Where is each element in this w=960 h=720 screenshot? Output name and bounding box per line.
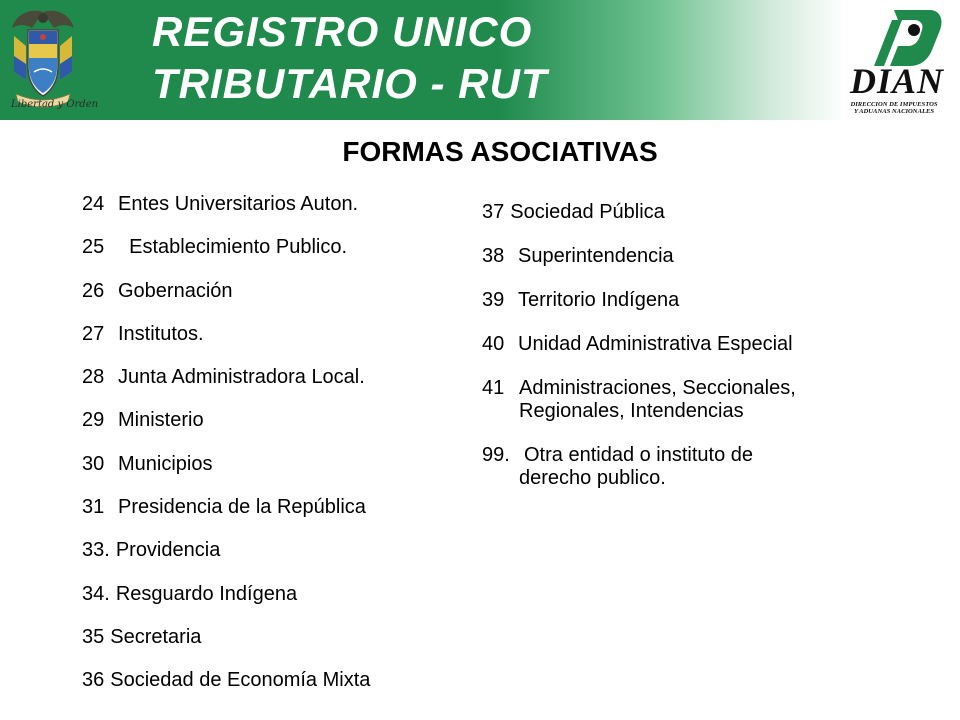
item-text: Municipios: [118, 452, 213, 475]
item-number: 39: [482, 289, 505, 311]
item-number: 33.: [82, 539, 110, 562]
item-number: 41: [482, 377, 505, 399]
item-number: 40: [482, 333, 505, 355]
item-text: Unidad Administrativa Especial: [518, 333, 793, 355]
item-number: 25: [82, 236, 105, 259]
item-number: 26: [82, 279, 105, 302]
item-number: 29: [82, 409, 105, 432]
list-item: [82, 236, 370, 279]
page-title: [152, 6, 548, 110]
list-item: [82, 366, 370, 409]
item-text: Presidencia de la República: [118, 496, 366, 519]
item-text: Superintendencia: [518, 245, 674, 267]
logo-subtitle-line-1: DIRECCION DE IMPUESTOS: [850, 101, 938, 108]
item-number: 28: [82, 366, 105, 389]
list-item: [82, 583, 370, 626]
item-number: 36: [82, 669, 105, 692]
item-text: Entes Universitarios Auton.: [118, 193, 359, 215]
list-item: [482, 245, 796, 268]
list-item: [82, 669, 370, 712]
list-item: [482, 444, 796, 490]
dian-logo: [838, 10, 950, 114]
logo-subtitle: [838, 101, 950, 115]
item-text: Establecimiento Publico.: [118, 236, 348, 259]
header-banner: [0, 0, 960, 120]
dian-logo-icon: [868, 10, 944, 68]
list-item: [82, 323, 370, 366]
item-text: Administraciones, Seccionales,: [519, 377, 796, 399]
list-item: [82, 409, 370, 452]
list-item: [482, 201, 796, 224]
item-text: Sociedad de Economía Mixta: [110, 669, 371, 692]
item-text-continued: Regionales, Intendencias: [519, 400, 744, 422]
item-text: Ministerio: [118, 409, 204, 432]
item-text-continued: derecho publico.: [519, 467, 666, 489]
title-line-1: REGISTRO UNICO: [152, 8, 533, 55]
motto-text: Libertad y Orden: [11, 99, 99, 110]
list-item: [482, 377, 796, 423]
item-number: 37: [482, 201, 505, 223]
item-text: Territorio Indígena: [518, 289, 680, 311]
list-item: [82, 453, 370, 496]
item-text: Junta Administradora Local.: [118, 366, 365, 389]
item-number: 24: [82, 193, 105, 215]
list-item: [82, 193, 370, 236]
logo-wordmark: DIAN: [849, 61, 945, 101]
item-text: Sociedad Pública: [510, 201, 665, 223]
logo-subtitle-line-2: Y ADUANAS NACIONALES: [853, 108, 935, 115]
left-list: [82, 193, 370, 713]
item-number: 35: [82, 625, 105, 648]
item-number: 27: [82, 322, 105, 345]
coat-of-arms-icon: [8, 6, 99, 114]
list-item: [82, 539, 370, 582]
item-text: Resguardo Indígena: [115, 582, 298, 605]
item-text: Secretaria: [110, 625, 202, 648]
item-number: 38: [482, 245, 505, 267]
item-number: 99.: [482, 444, 510, 466]
list-item: [482, 333, 796, 356]
item-number: 30: [82, 452, 105, 475]
list-item: [482, 289, 796, 312]
item-text: Otra entidad o instituto de: [524, 444, 754, 466]
item-number: 34.: [82, 582, 110, 605]
item-text: Gobernación: [118, 279, 233, 302]
list-item: [82, 496, 370, 539]
item-text: Institutos.: [118, 322, 204, 345]
list-item: [82, 626, 370, 669]
section-heading: FORMAS ASOCIATIVAS: [342, 136, 658, 167]
item-text: Providencia: [115, 539, 221, 562]
title-line-2: TRIBUTARIO - RUT: [152, 60, 548, 107]
item-number: 31: [82, 496, 105, 519]
list-item: [82, 280, 370, 323]
right-list: [482, 201, 796, 511]
